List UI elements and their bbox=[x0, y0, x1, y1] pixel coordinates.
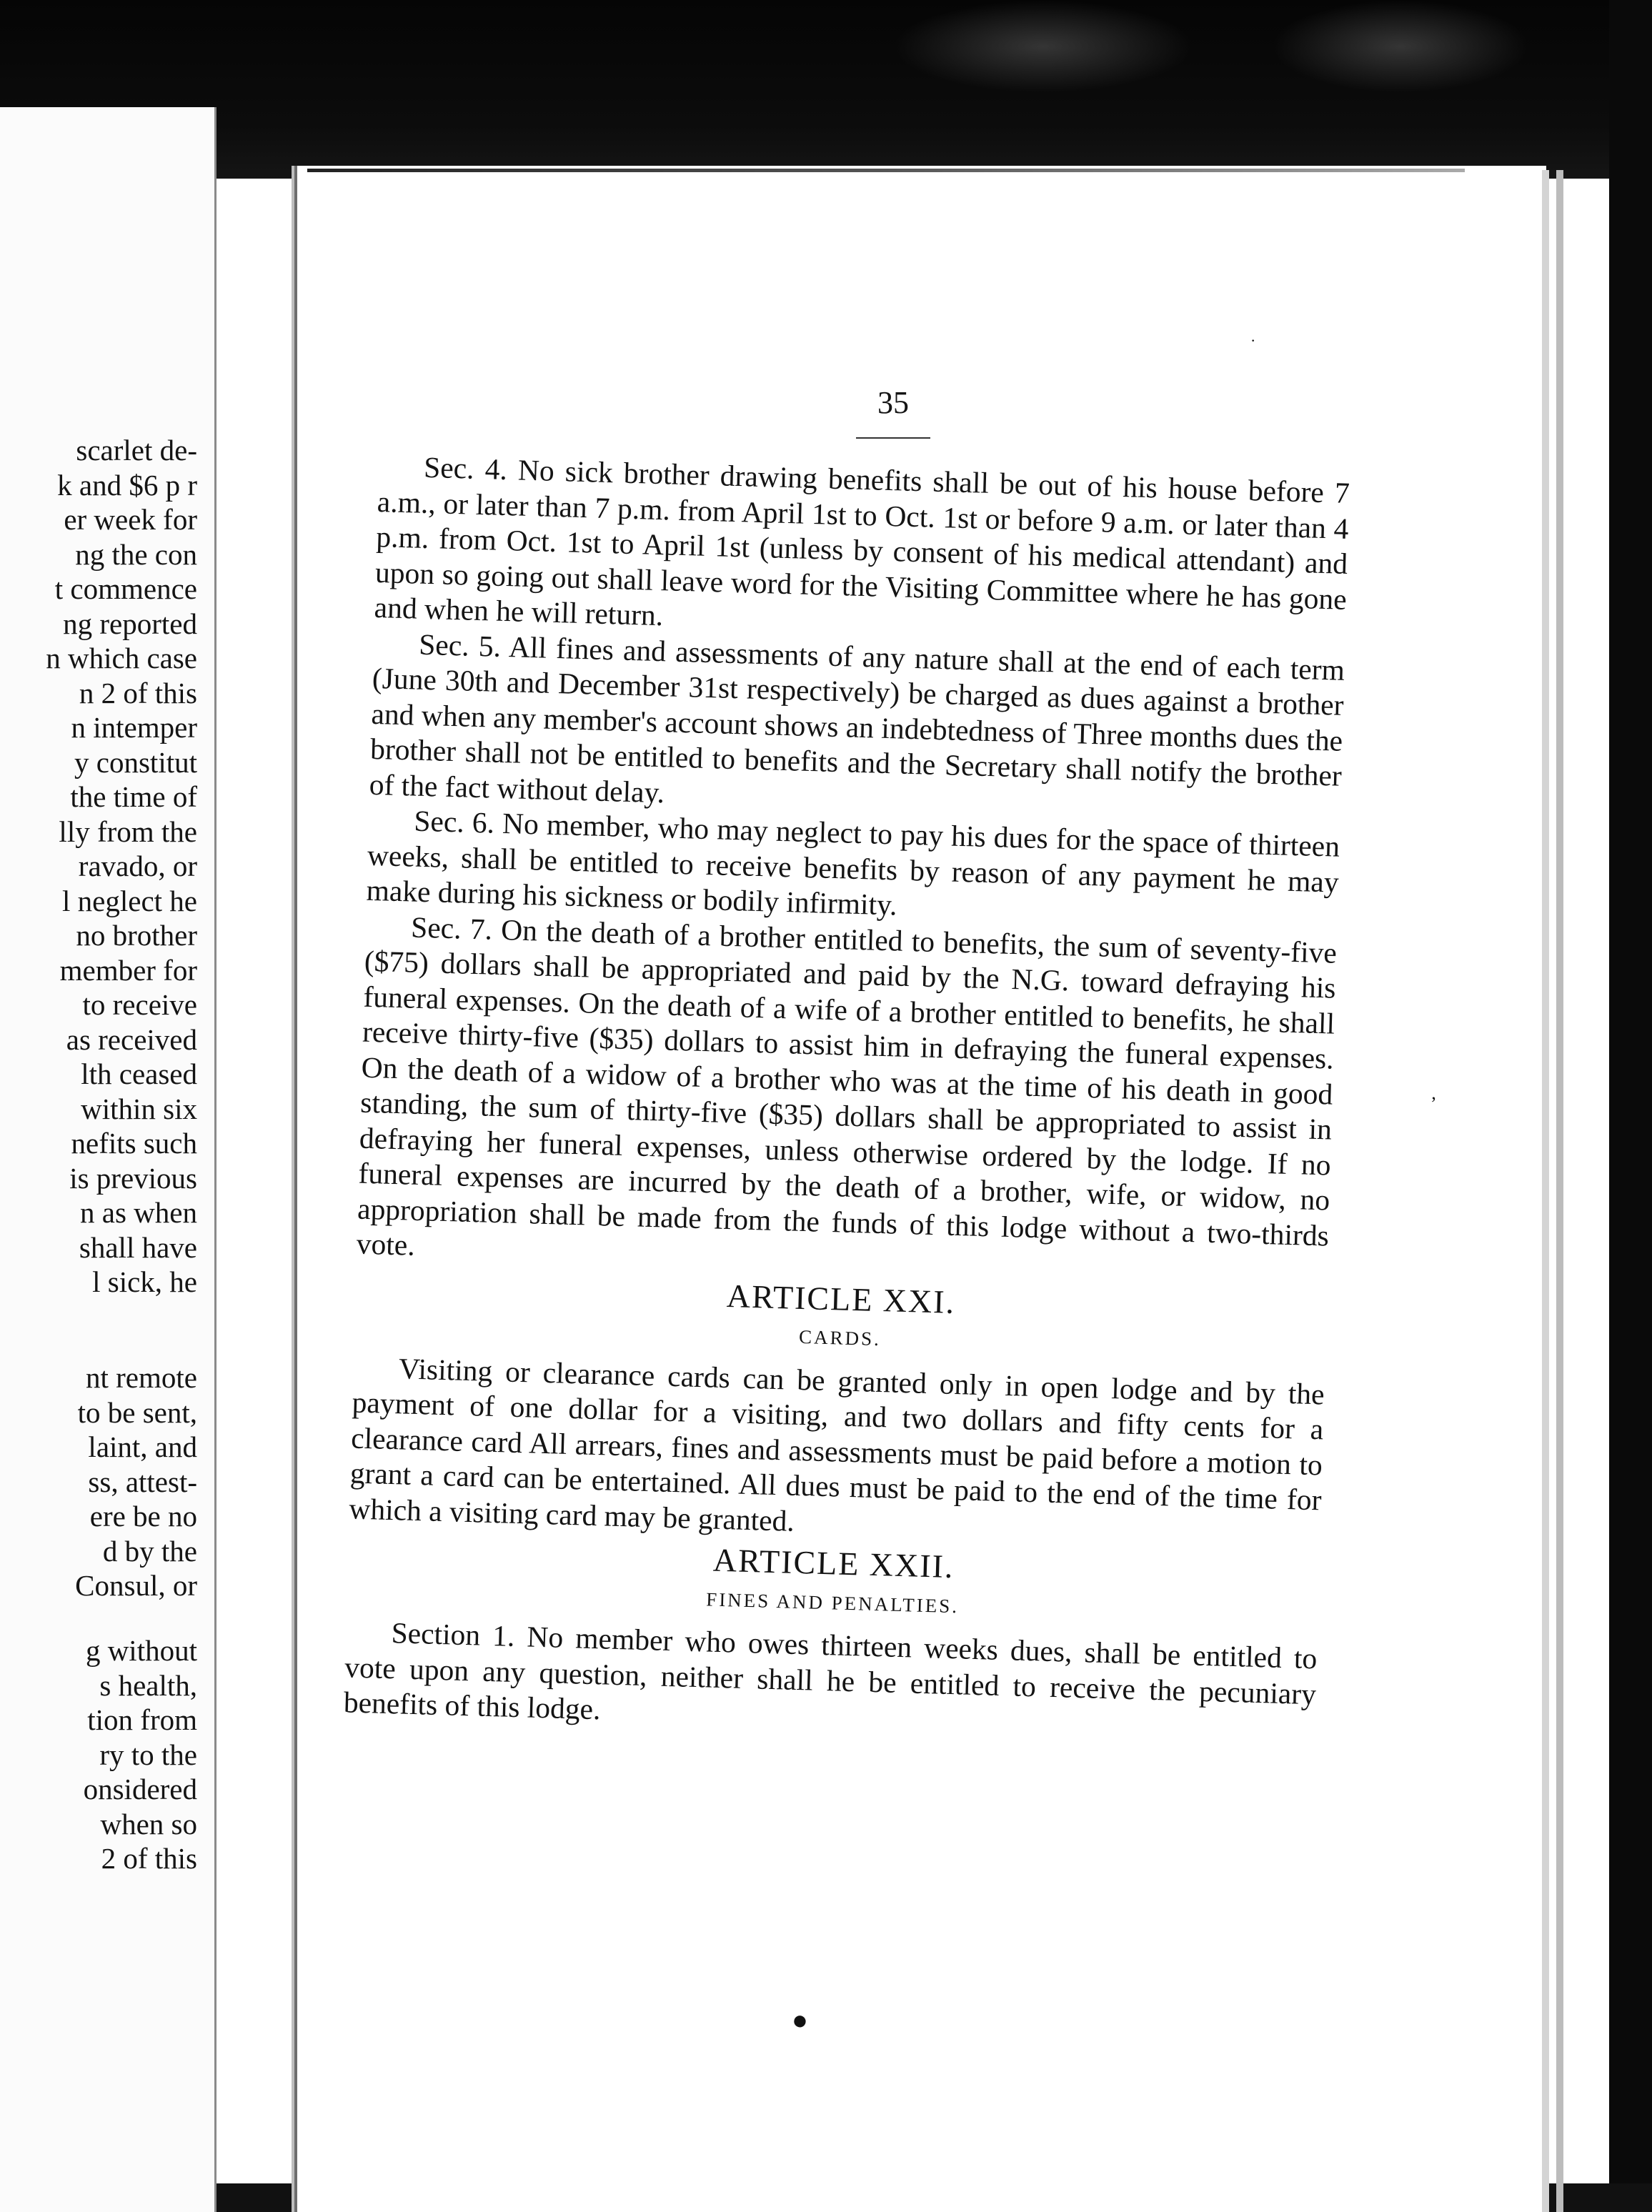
scan-background-highlight bbox=[1272, 0, 1529, 93]
left-page-line: lth ceased bbox=[81, 1057, 197, 1090]
left-page-line: nefits such bbox=[71, 1127, 197, 1160]
left-page-line: l sick, he bbox=[92, 1265, 197, 1298]
left-page-line: n which case bbox=[46, 642, 197, 674]
left-page-line: y constitut bbox=[74, 745, 197, 779]
left-page-line: g without bbox=[85, 1634, 197, 1667]
section-7-paragraph: Sec. 7. On the death of a brother entitled to benefits, the sum of seventy-five ($75) dollars shall be appropriated and paid by the N.G. toward defraying his funeral expenses. On the death of a wife of a brother entitled to benefits, he shall receive thirty-five ($35) dollars to assist him in defraying the funeral expenses. On the death of a widow of a brother who was at the time of his death in good standing, the sum of thirty-five ($35) dollars shall be appropriated to assist in defraying her funeral expenses, unless otherwise ordered by the lodge. If no funeral expenses are incurred by the death of a brother, wife, or widow, no appropriation shall be made from the funds of this lodge without a two-thirds vote. bbox=[356, 910, 1338, 1262]
section-5-paragraph: Sec. 5. All fines and assessments of any nature shall at the end of each term (June 30th and December 31st respectively) be charged as dues against a brother and when any member's account shows an indebtedness of Three months dues the brother shall not be entitled to benefits and the Secretary shall notify the brother of the fact without delay. bbox=[369, 627, 1345, 809]
scan-background-highlight bbox=[893, 0, 1193, 93]
left-page-line: within six bbox=[81, 1092, 197, 1125]
left-page-text-block-middle bbox=[0, 1360, 214, 1603]
left-page-line: s health, bbox=[99, 1668, 197, 1702]
section-4-paragraph: Sec. 4. No sick brother drawing benefits shall be out of his house before 7 a.m., or later than 7 p.m. from April 1st to Oct. 1st or before 9 a.m. or later than 4 p.m. from Oct. 1st to April 1st (unless by consent of his medical attendant) and upon so going out shall leave word for the Visiting Committee where he has gone and when he will return. bbox=[374, 450, 1350, 632]
page-stack-edge bbox=[1556, 170, 1563, 2212]
left-page-line: ere be no bbox=[89, 1500, 197, 1533]
left-page-line: tion from bbox=[87, 1703, 197, 1736]
article-xxi-heading: ARTICLE XXI. bbox=[726, 1277, 956, 1320]
left-page-line: 2 of this bbox=[101, 1842, 197, 1875]
left-page-line: when so bbox=[100, 1807, 197, 1840]
left-page-line: the time of bbox=[70, 780, 197, 813]
left-page-line: is previous bbox=[69, 1161, 197, 1195]
left-page-line: n intemper bbox=[71, 711, 197, 744]
page-number-rule bbox=[856, 437, 930, 439]
left-page-line: Consul, or bbox=[75, 1569, 197, 1602]
left-page-line: as received bbox=[66, 1022, 197, 1056]
left-page-line: k and $6 p r bbox=[57, 468, 197, 502]
left-page-line: ng the con bbox=[75, 537, 197, 571]
left-page-line: scarlet de- bbox=[76, 434, 197, 467]
left-page-line: ng reported bbox=[63, 607, 197, 640]
scan-background-right bbox=[1609, 0, 1652, 2212]
ink-speck: ● bbox=[792, 2006, 808, 2036]
ink-speck: ’ bbox=[1430, 1093, 1437, 1114]
left-page-line: d by the bbox=[102, 1534, 197, 1568]
left-page-line: nt remote bbox=[86, 1361, 197, 1394]
left-page-text-block-bottom bbox=[0, 1633, 214, 1876]
left-page-line: l neglect he bbox=[62, 884, 197, 917]
page-top-rule bbox=[307, 169, 1465, 172]
page-number: 35 bbox=[877, 385, 909, 420]
article-xxi-paragraph: Visiting or clearance cards can be granted only in open lodge and by the payment of one dollar for a visiting, and two dollars and fifty cents for a clearance card All arrears, fines and assessments must be paid before a motion to grant a card can be entertained. All dues must be paid to the end of the time for which a visiting card may be granted. bbox=[348, 1351, 1325, 1538]
left-page-line: no brother bbox=[76, 919, 197, 952]
left-page-line: shall have bbox=[79, 1230, 197, 1264]
left-page-line: er week for bbox=[64, 503, 197, 536]
ink-speck: · bbox=[1250, 332, 1256, 349]
left-page-line: n 2 of this bbox=[79, 676, 197, 709]
left-page-text-block-top bbox=[0, 433, 214, 1300]
left-page-line: laint, and bbox=[88, 1430, 197, 1463]
page-body bbox=[343, 449, 1350, 1748]
article-xxii-paragraph: Section 1. No member who owes thirteen weeks dues, shall be entitled to vote upon any question, neither shall he be entitled to receive the pecuniary benefits of this lodge. bbox=[343, 1616, 1318, 1726]
section-6-paragraph: Sec. 6. No member, who may neglect to pay his dues for the space of thirteen weeks, shall be entitled to receive benefits by reason of any payment he may make during his sickness or bodily infirmity. bbox=[366, 804, 1340, 922]
left-page-line: t commence bbox=[54, 572, 197, 605]
left-page-line: ravado, or bbox=[78, 850, 197, 882]
article-xxii-heading: ARTICLE XXII. bbox=[712, 1541, 955, 1585]
page-stack-edge bbox=[1542, 170, 1549, 2212]
article-xxii-subheading: FINES AND PENALTIES. bbox=[705, 1588, 960, 1617]
left-page-line: to receive bbox=[82, 988, 197, 1021]
left-page-line: to be sent, bbox=[77, 1395, 197, 1429]
left-page-line: ry to the bbox=[99, 1738, 197, 1771]
left-page-line: ss, attest- bbox=[88, 1465, 197, 1498]
left-page-line: lly from the bbox=[59, 814, 197, 848]
left-page-line: member for bbox=[59, 953, 197, 987]
left-page-line: n as when bbox=[80, 1196, 197, 1229]
article-xxi-subheading: CARDS. bbox=[798, 1325, 882, 1350]
left-page-line: onsidered bbox=[83, 1773, 197, 1805]
